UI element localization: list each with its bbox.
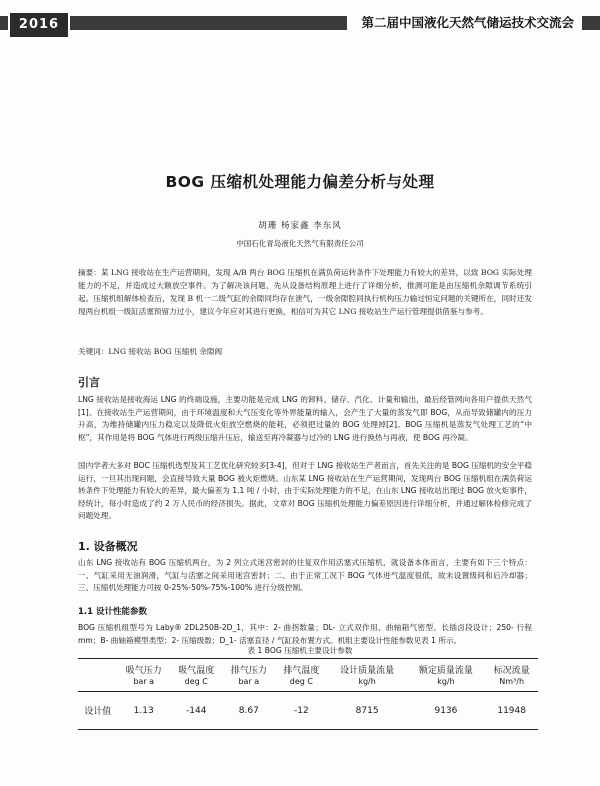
subsection-heading-params: 1.1 设计性能参数 (78, 607, 148, 617)
paper-title: BOG 压缩机处理能力偏差分析与处理 (165, 173, 435, 191)
intro-paragraph-2: 国内学者大多对 BOC 压缩机选型及其工艺优化研究较多[3-4]，但对于 LNG 接收站生产者而言，首先关注的是 BOG 压缩机的安全平稳运行，一旦其出现问题，会直接导致大量 BOG 被火炬燃烧。山东某 LNG 接收站在生产运营期间，发现两台 BOG 压缩机组在满负荷运转条件下处理能力有较大的差异，最大偏差为 1.1 吨 / 小时，由于实际处理能力的不足，在山东 LNG 接收站出现过 BOG 放火炬事件，经统计，每小时造成了约 2 万人民币的经济损失。据此，文章对 BOG 压缩机处理能力偏差原因进行详细分析，并通过解体检修完成了问题处理。 (78, 461, 532, 520)
section-heading-overview: 1. 设备概况 (78, 540, 138, 553)
column-unit: bar a (133, 677, 155, 686)
table-cell: 1.13 (133, 705, 154, 716)
column-unit (78, 676, 117, 692)
params-paragraph: BOG 压缩机组型号为 Laby® 2DL250B-2D_1，其中：2- 曲拐数量；DL- 立式双作用、曲轴箱气密型、长插卤段设计；250- 行程 mm；B- 曲轴箱模型类型；2- 压缩级数；D_1- 活塞直径 / 气缸段布置方式。机组主要设计性能参数见表 1 所示。 (78, 623, 532, 645)
column-unit: Nm³/h (499, 677, 525, 686)
header-year-badge: 2016 (8, 11, 70, 39)
column-header: 标况流量 (493, 666, 530, 676)
table-row (78, 692, 538, 730)
keywords: 关键词：LNG 接收站 BOG 压缩机 余隙阀 (78, 347, 223, 356)
column-header: 设计质量流量 (340, 666, 395, 676)
intro-paragraph-1: LNG 接收站是接收海运 LNG 的终端设施，主要功能是完成 LNG 的卸料、储存、汽化、计量和输出，最后经管网向各用户提供天然气[1]。在接收站生产运营期间，由于环境温度和大气压变化等外界能量的输入，会产生了大量的蒸发气即 BOG，从而导致储罐内的压力升高，为维持储罐内压力稳定以及降低火炬放空燃烧的能耗，必须把过量的 BOG 处理掉[2]。BOG 压缩机是蒸发气处理工艺的“中枢”，其作用是将 BOG 气体进行两级压缩升压后，输送至再冷凝器与过冷的 LNG 进行换热与再液，使 BOG 再冷凝。 (78, 395, 532, 442)
column-unit: deg C (289, 677, 313, 686)
column-header (78, 659, 117, 677)
table-caption: 表 1 BOG 压缩机主要设计参数 (247, 646, 353, 655)
column-header: 排气温度 (283, 666, 320, 676)
table-cell: 8715 (355, 705, 379, 716)
column-header: 吸气温度 (178, 666, 215, 676)
header-conference-title: 第二届中国液化天然气储运技术交流会 (347, 10, 582, 36)
column-unit: kg/h (358, 677, 376, 686)
column-unit: deg C (184, 677, 208, 686)
table-cell: 9136 (434, 705, 458, 716)
column-unit: bar a (238, 677, 260, 686)
table-header-row (78, 659, 538, 677)
table-cell: -144 (186, 705, 207, 716)
column-header: 排气压力 (230, 666, 267, 676)
abstract: 摘要：某 LNG 接收站在生产运营期间，发现 A/B 两台 BOG 压缩机在满负荷运转条件下处理能力有较大的差异，以致 BOG 实际处理能力的不足，并造成过大额放空事件。为了解决该问题，先从设备结构原理上进行了详细分析，推测可能是由压缩机余隙调节系统引起。压缩机组解体检查后，发现 B 机一二级气缸的余隙同均存在泄气，一级余隙腔同执行机构压力输过恒定问题的关键所在，同时还发现两台机组一级缸活塞预留力过小，建议今年应对其进行更换，相信可为其它 LNG 接收站生产运行管理提供借鉴与参考。 (78, 268, 532, 316)
section-heading-intro: 引言 (78, 376, 100, 389)
paper-authors: 胡珊 杨家鑫 李东风 (258, 221, 342, 231)
column-header: 吸气压力 (125, 666, 162, 676)
column-unit: kg/h (437, 677, 455, 686)
table-cell: 11948 (497, 705, 526, 716)
table-cell: -12 (294, 705, 309, 716)
column-header: 额定质量流量 (418, 666, 473, 676)
overview-paragraph: 山东 LNG 接收站有 BOG 压缩机两台，为 2 列立式迷宫密封的往复双作用活塞式压缩机，就设备本体而言，主要有如下三个特点：一、气缸采用无油润滑，气缸与活塞之间采用迷宫密封；二、由于正常工况下 BOG 气体进气温度很低，故未设置级间和后冷却器；三、压缩机处理能力可按 0-25%-50%-75%-100% 进行分级控制。 (78, 558, 532, 592)
design-parameter-table (78, 658, 538, 730)
paper-affiliation: 中国石化青岛液化天然气有限责任公司 (236, 239, 364, 248)
table-cell: 设计值 (84, 707, 112, 717)
table-unit-row (78, 676, 538, 692)
table-cell: 8.67 (238, 705, 259, 716)
conference-header (0, 8, 600, 36)
